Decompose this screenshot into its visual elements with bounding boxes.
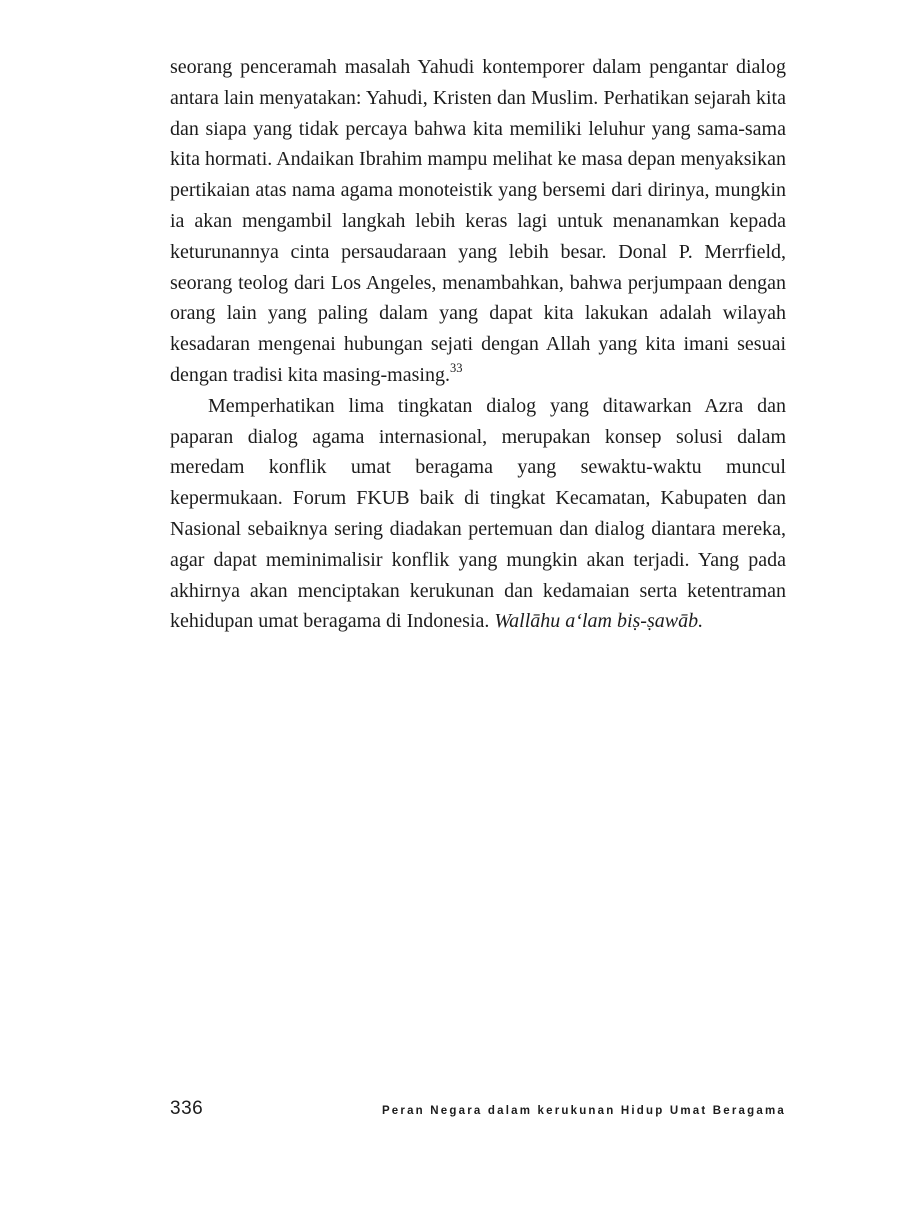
page-number: 336 — [170, 1098, 204, 1119]
page-footer — [170, 1098, 786, 1120]
arabic-transliteration-phrase: Wallāhu a‘lam biṣ-ṣawāb. — [494, 610, 704, 633]
body-text-block — [170, 52, 786, 637]
paragraph-continuation — [170, 52, 786, 391]
footnote-reference: 33 — [449, 360, 463, 375]
running-title: Peran Negara dalam kerukunan Hidup Umat Beragama — [381, 1105, 786, 1117]
paragraph-2-text: Memperhatikan lima tingkatan dialog yang ditawarkan Azra dan paparan dialog agama internasional, merupakan konsep solusi dalam meredam konflik umat beragama yang sewaktu-waktu muncul kepermukaan. Forum FKUB baik di tingkat Kecamatan, Kabupaten dan Nasional sebaiknya sering diadakan pertemuan dan dialog diantara mereka, agar dapat meminimalisir konflik yang mungkin akan terjadi. Yang pada akhirnya akan menciptakan kerukunan dan kedamaian serta ketentraman kehidupan umat beragama di Indonesia. — [170, 394, 786, 633]
paragraph-1-text: seorang penceramah masalah Yahudi kontemporer dalam pengantar dialog antara lain menyatakan: Yahudi, Kristen dan Muslim. Perhatikan sejarah kita dan siapa yang tidak percaya bahwa kita memiliki leluhur yang sama-sama kita hormati. Andaikan Ibrahim mampu melihat ke masa depan menyaksikan pertikaian atas nama agama monoteistik yang bersemi dari dirinya, mungkin ia akan mengambil langkah lebih keras lagi untuk menanamkan kepada keturunannya cinta persaudaraan yang lebih besar. Donal P. Merrfield, seorang teolog dari Los Angeles, menambahkan, bahwa perjumpaan dengan orang lain yang paling dalam yang dapat kita lakukan adalah wilayah kesadaran mengenai hubungan sejati dengan Allah yang kita imani sesuai dengan tradisi kita masing-masing. — [170, 56, 786, 386]
paragraph-2 — [170, 391, 786, 637]
